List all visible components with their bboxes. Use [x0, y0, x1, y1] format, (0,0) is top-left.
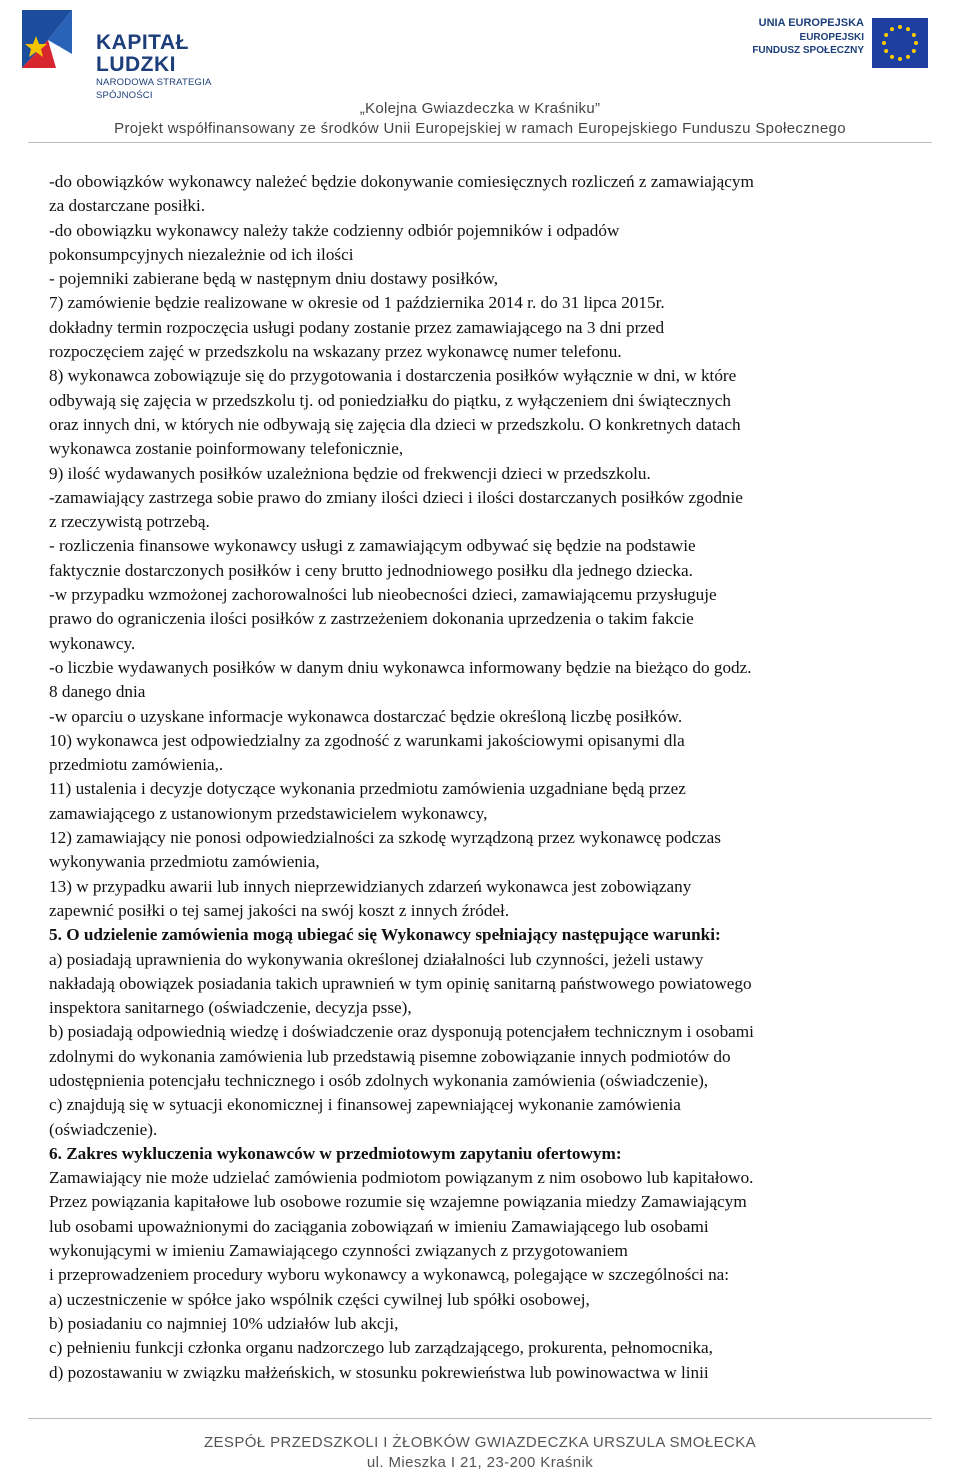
- text-line: Przez powiązania kapitałowe lub osobowe rozumie się wzajemne powiązania miedzy Zamawiającym: [49, 1192, 747, 1212]
- text-line: zapewnić posiłki o tej samej jakości na swój koszt z innych źródeł.: [49, 900, 510, 920]
- kapital-ludzki-emblem-icon: [14, 6, 84, 76]
- eu-star-icon: [914, 41, 918, 45]
- text-line: wykonywania przedmiotu zamówienia,: [49, 852, 320, 872]
- project-title: „Kolejna Gwiazdeczka w Kraśniku”: [359, 100, 601, 117]
- eu-star-icon: [898, 25, 902, 29]
- text-line: c) znajdują się w sytuacji ekonomicznej i finansowej zapewniającej wykonanie zamówienia: [49, 1095, 681, 1115]
- text-line: odbywają się zajęcia w przedszkolu tj. od poniedziałku do piątku, z wyłączeniem dni świątecznych: [49, 390, 732, 410]
- text-line: dokładny termin rozpoczęcia usługi podany zostanie przez zamawiającego na 3 dni przed: [49, 317, 665, 337]
- section-heading: 6. Zakres wykluczenia wykonawców w przedmiotowym zapytaniu ofertowym:: [49, 1143, 622, 1163]
- eu-star-icon: [906, 27, 910, 31]
- text-line: oraz innych dni, w których nie odbywają się zajęcia dla dzieci w przedszkolu. O konkretnych datach: [49, 414, 741, 434]
- text-line: zdolnymi do wykonania zamówienia lub przedstawią pisemne zobowiązanie innych podmiotów do: [49, 1046, 731, 1066]
- eu-star-icon: [906, 55, 910, 59]
- text-line: i przeprowadzeniem procedury wyboru wykonawcy a wykonawcą, polegające w szczególności na:: [49, 1265, 730, 1285]
- eu-star-icon: [884, 49, 888, 53]
- text-line: -do obowiązku wykonawcy należy także codzienny odbiór pojemników i odpadów: [49, 220, 620, 240]
- text-line: nakładają obowiązek posiadania takich uprawnień w tym opinię sanitarną państwowego powiatowego: [49, 973, 752, 993]
- footer-address: ul. Mieszka I 21, 23-200 Kraśnik: [366, 1454, 594, 1471]
- text-line: wykonującymi w imieniu Zamawiającego czynności związanych z przygotowaniem: [49, 1241, 628, 1261]
- text-line: - pojemniki zabierane będą w następnym dniu dostawy posiłków,: [49, 269, 498, 289]
- eu-flag-icon: [872, 18, 928, 68]
- text-line: -w oparciu o uzyskane informacje wykonawca dostarczać będzie określoną liczbę posiłków.: [49, 706, 683, 726]
- section-heading: 5. O udzielenie zamówienia mogą ubiegać się Wykonawcy spełniający następujące warunki:: [49, 925, 721, 945]
- text-line: wykonawca zostanie poinformowany telefonicznie,: [49, 439, 404, 459]
- kapital-ludzki-subtitle: NARODOWA STRATEGIA SPÓJNOŚCI: [96, 77, 211, 101]
- text-line: (oświadczenie).: [49, 1119, 158, 1139]
- text-line: -do obowiązków wykonawcy należeć będzie dokonywanie comiesięcznych rozliczeń z zamawiającym: [49, 172, 754, 191]
- text-line: a) uczestniczenie w spółce jako wspólnik części cywilnej lub spółki osobowej,: [49, 1289, 590, 1309]
- text-line: b) posiadają odpowiednią wiedzę i doświadczenie oraz dysponują potencjałem technicznym i osobami: [49, 1022, 754, 1042]
- eu-logo-line1: UNIA EUROPEJSKA: [758, 17, 864, 29]
- text-line: 7) zamówienie będzie realizowane w okresie od 1 października 2014 r. do 31 lipca 2015r.: [49, 293, 665, 313]
- eu-star-icon: [882, 41, 886, 45]
- text-line: zamawiającego z ustanowionym przedstawicielem wykonawcy,: [49, 803, 488, 823]
- text-line: 11) ustalenia i decyzje dotyczące wykonania przedmiotu zamówienia uzgadniane będą przez: [49, 779, 686, 799]
- text-line: za dostarczane posiłki.: [49, 196, 206, 216]
- text-line: wykonawcy.: [49, 633, 136, 653]
- page-header: [0, 0, 960, 150]
- text-line: faktycznie dostarczonych posiłków i ceny brutto jednodniowego posiłku dla jednego dziecka.: [49, 560, 693, 580]
- text-line: pokonsumpcyjnych niezależnie od ich ilości: [49, 244, 354, 264]
- text-line: -w przypadku wzmożonej zachorowalności lub nieobecności dzieci, zamawiającemu przysługuje: [49, 585, 717, 605]
- eu-star-icon: [898, 57, 902, 61]
- text-line: 12) zamawiający nie ponosi odpowiedzialności za szkodę wyrządzoną przez wykonawcę podczas: [49, 828, 721, 848]
- text-line: prawo do ograniczenia ilości posiłków z zastrzeżeniem dokonania uprzedzenia o takim fakcie: [49, 609, 694, 629]
- eu-star-icon: [912, 49, 916, 53]
- kapital-ludzki-title: KAPITAŁ LUDZKI: [96, 31, 189, 76]
- text-line: - rozliczenia finansowe wykonawcy usługi z zamawiającym odbywać się będzie na podstawie: [49, 536, 696, 556]
- project-subtitle: Projekt współfinansowany ze środków Unii Europejskiej w ramach Europejskiego Funduszu Społecznego: [114, 120, 846, 137]
- footer-divider: [28, 1418, 932, 1419]
- eu-star-icon: [884, 33, 888, 37]
- text-line: 13) w przypadku awarii lub innych nieprzewidzianych zdarzeń wykonawca jest zobowiązany: [49, 876, 692, 896]
- text-line: z rzeczywistą potrzebą.: [49, 512, 210, 532]
- text-line: d) pozostawaniu w związku małżeńskich, w stosunku pokrewieństwa lub powinowactwa w linii: [49, 1362, 709, 1382]
- text-line: 8 danego dnia: [49, 682, 146, 702]
- text-line: -o liczbie wydawanych posiłków w danym dniu wykonawca informowany będzie na bieżąco do godz.: [49, 657, 752, 677]
- eu-logo: [730, 16, 940, 72]
- text-line: przedmiotu zamówienia,.: [49, 755, 224, 775]
- text-line: 8) wykonawca zobowiązuje się do przygotowania i dostarczenia posiłków wyłącznie w dni, w które: [49, 366, 737, 386]
- text-line: 9) ilość wydawanych posiłków uzależniona będzie od frekwencji dzieci w przedszkolu.: [49, 463, 651, 483]
- text-line: inspektora sanitarnego (oświadczenie, decyzja psse),: [49, 998, 412, 1018]
- text-line: a) posiadają uprawnienia do wykonywania określonej działalności lub czynności, jeżeli ustawy: [49, 949, 704, 969]
- eu-logo-line3: FUNDUSZ SPOŁECZNY: [752, 45, 864, 56]
- document-body: [49, 170, 939, 1385]
- eu-star-icon: [890, 55, 894, 59]
- kapital-ludzki-logo: [14, 6, 264, 101]
- text-line: -zamawiający zastrzega sobie prawo do zmiany ilości dzieci i ilości dostarczanych posiłków zgodnie: [49, 487, 743, 507]
- text-line: Zamawiający nie może udzielać zamówienia podmiotom powiązanym z nim osobowo lub kapitałowo.: [49, 1168, 754, 1188]
- text-line: b) posiadaniu co najmniej 10% udziałów lub akcji,: [49, 1313, 399, 1333]
- text-line: lub osobami upoważnionymi do zaciągania zobowiązań w imieniu Zamawiającego lub osobami: [49, 1216, 709, 1236]
- footer-organization: ZESPÓŁ PRZEDSZKOLI I ŻŁOBKÓW GWIAZDECZKA URSZULA SMOŁECKA: [203, 1434, 757, 1451]
- text-line: 10) wykonawca jest odpowiedzialny za zgodność z warunkami jakościowymi opisanymi dla: [49, 730, 685, 750]
- text-line: rozpoczęciem zajęć w przedszkolu na wskazany przez wykonawcę numer telefonu.: [49, 342, 622, 362]
- header-divider: [28, 142, 932, 143]
- text-line: udostępnienia potencjału technicznego i osób zdolnych wykonania zamówienia (oświadczenie),: [49, 1070, 709, 1090]
- eu-star-icon: [890, 27, 894, 31]
- eu-logo-line2: EUROPEJSKI: [799, 32, 864, 43]
- text-line: c) pełnieniu funkcji członka organu nadzorczego lub zarządzającego, prokurenta, pełnomocnika,: [49, 1338, 713, 1358]
- eu-star-icon: [912, 33, 916, 37]
